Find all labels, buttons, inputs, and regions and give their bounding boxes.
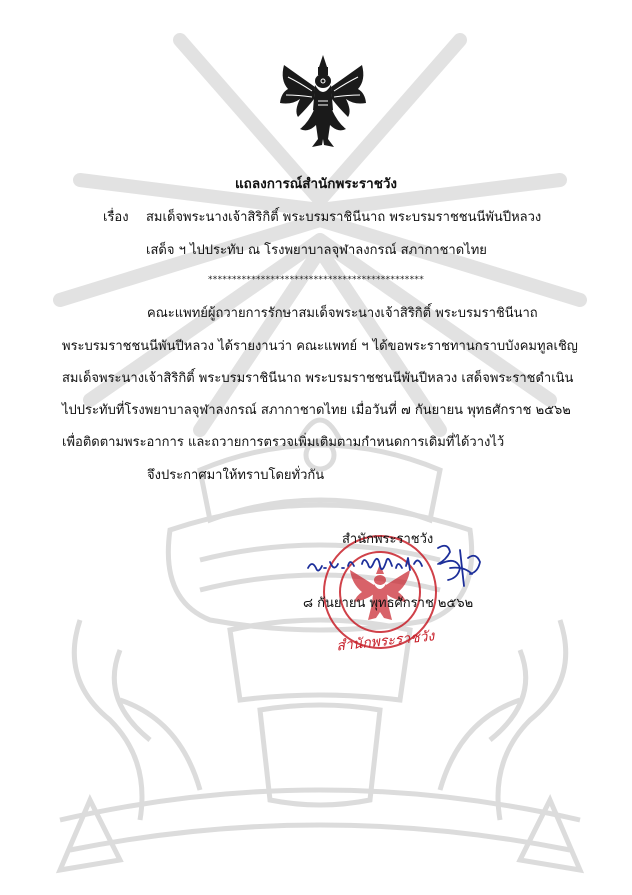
- document-date: ๘ กันยายน พุทธศักราช ๒๕๖๒: [303, 596, 474, 611]
- body-line-4: ไปประทับที่โรงพยาบาลจุฬาลงกรณ์ สภากาชาดไทย เมื่อวันที่ ๗ กันยายน พุทธศักราช ๒๕๖๒: [62, 403, 571, 418]
- subject-label: เรื่อง: [103, 210, 129, 225]
- handwritten-signature: [300, 538, 490, 598]
- document-title: แถลงการณ์สำนักพระราชวัง: [234, 176, 398, 192]
- subject-line-1: สมเด็จพระนางเจ้าสิริกิติ์ พระบรมราชินีนาถ พระบรมราชชนนีพันปีหลวง: [146, 210, 542, 225]
- body-line-1: คณะแพทย์ผู้ถวายการรักษาสมเด็จพระนางเจ้าสิริกิติ์ พระบรมราชินีนาถ: [147, 306, 538, 321]
- issuer-name: สำนักพระราชวัง: [342, 532, 434, 547]
- subject-line-2: เสด็จ ฯ ไปประทับ ณ โรงพยาบาลจุฬาลงกรณ์ สภากาชาดไทย: [146, 243, 487, 258]
- body-line-5: เพื่อติดตามพระอาการ และถวายการตรวจเพิ่มเติมตามกำหนดการเดิมที่ได้วางไว้: [62, 435, 505, 450]
- closing-line: จึงประกาศมาให้ทราบโดยทั่วกัน: [147, 468, 325, 483]
- body-line-2: พระบรมราชชนนีพันปีหลวง ได้รายงานว่า คณะแพทย์ ฯ ได้ขอพระราชทานกราบบังคมทูลเชิญ: [62, 339, 578, 354]
- garuda-emblem-icon: [278, 55, 368, 150]
- seal-text: สำนักพระราชวัง: [335, 628, 436, 655]
- body-line-3: สมเด็จพระนางเจ้าสิริกิติ์ พระบรมราชินีนาถ พระบรมราชชนนีพันปีหลวง เสด็จพระราชดำเนิน: [62, 371, 574, 386]
- separator-line: *********************************************: [208, 275, 424, 285]
